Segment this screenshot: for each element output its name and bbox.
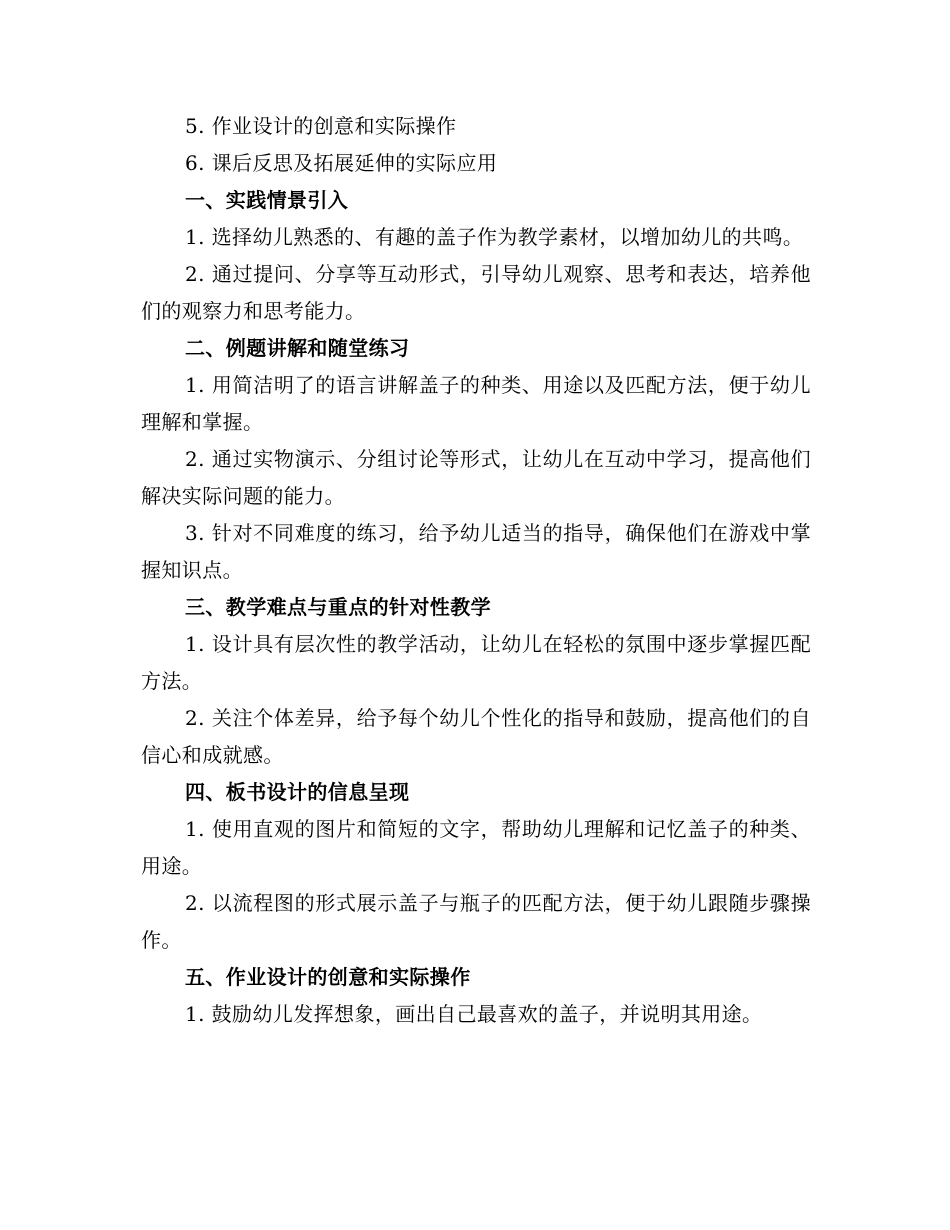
section-heading: 三、教学难点与重点的针对性教学 [185, 595, 491, 619]
list-item: 1. 使用直观的图片和简短的文字，帮助幼儿理解和记忆盖子的种类、用途。 [141, 817, 811, 878]
list-item: 1. 鼓励幼儿发挥想象，画出自己最喜欢的盖子，并说明其用途。 [185, 1002, 763, 1026]
list-item: 3. 针对不同难度的练习，给予幼儿适当的指导，确保他们在游戏中掌握知识点。 [141, 521, 811, 582]
list-item: 6. 课后反思及拓展延伸的实际应用 [185, 151, 498, 175]
list-item: 1. 选择幼儿熟悉的、有趣的盖子作为教学素材，以增加幼儿的共鸣。 [185, 225, 804, 249]
list-item: 1. 设计具有层次性的教学活动，让幼儿在轻松的氛围中逐步掌握匹配方法。 [141, 632, 811, 693]
list-item: 2. 通过提问、分享等互动形式，引导幼儿观察、思考和表达，培养他们的观察力和思考能力。 [141, 262, 811, 323]
list-item: 2. 关注个体差异，给予每个幼儿个性化的指导和鼓励，提高他们的自信心和成就感。 [141, 706, 811, 767]
section-heading: 五、作业设计的创意和实际操作 [185, 965, 471, 989]
list-item: 5. 作业设计的创意和实际操作 [185, 114, 457, 138]
list-item: 2. 通过实物演示、分组讨论等形式，让幼儿在互动中学习，提高他们解决实际问题的能力。 [141, 447, 811, 508]
document-body [141, 108, 811, 1033]
section-heading: 四、板书设计的信息呈现 [185, 780, 410, 804]
list-item: 2. 以流程图的形式展示盖子与瓶子的匹配方法，便于幼儿跟随步骤操作。 [141, 891, 811, 952]
section-heading: 二、例题讲解和随堂练习 [185, 336, 410, 360]
section-heading: 一、实践情景引入 [185, 188, 349, 212]
list-item: 1. 用简洁明了的语言讲解盖子的种类、用途以及匹配方法，便于幼儿理解和掌握。 [141, 373, 811, 434]
